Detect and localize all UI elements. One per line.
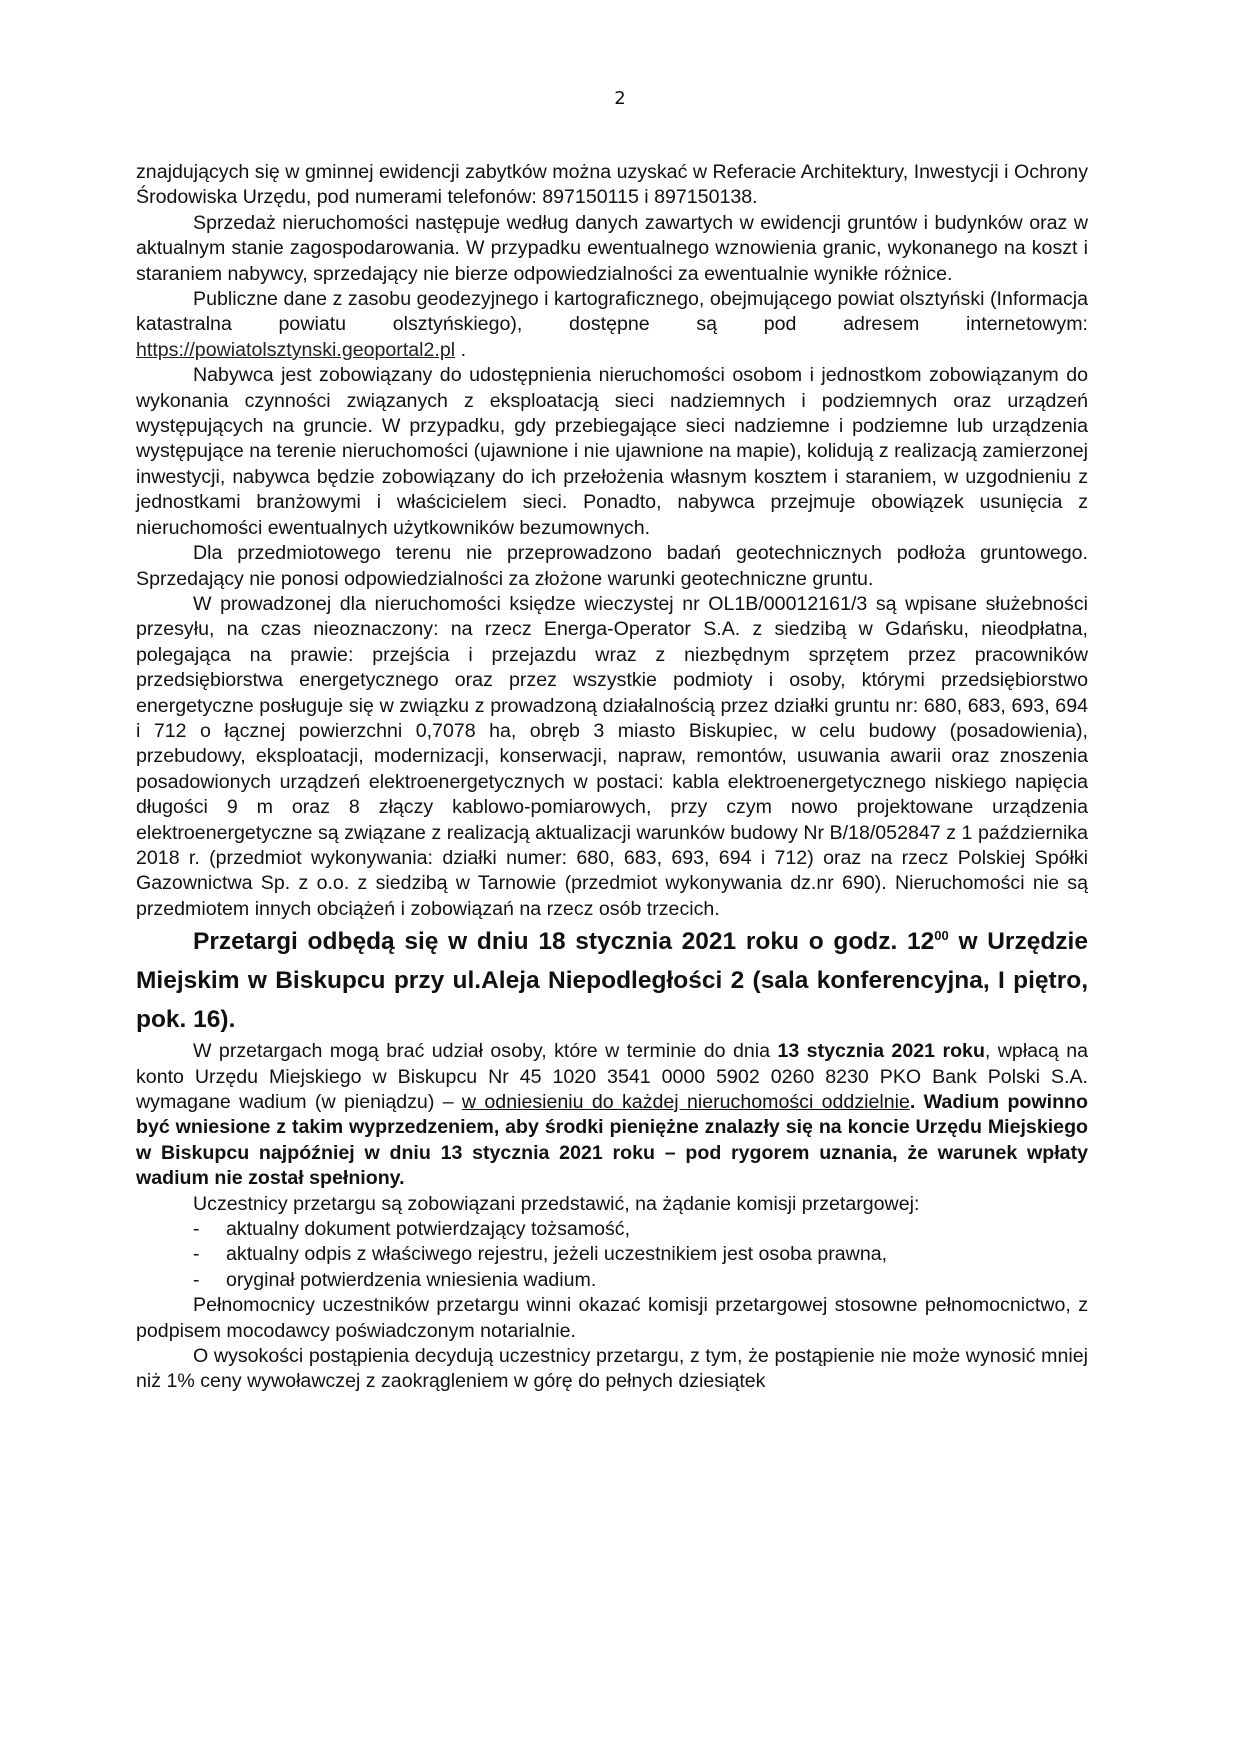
- geoportal-link[interactable]: https://powiatolsztynski.geoportal2.pl: [136, 338, 456, 361]
- paragraph-participants: Uczestnicy przetargu są zobowiązani przedstawić, na żądanie komisji przetargowej:: [193, 1192, 920, 1215]
- geoportal-text-end: .: [455, 338, 467, 361]
- page-number: 2: [614, 88, 626, 109]
- heading-time-sup: 00: [934, 928, 949, 944]
- deposit-account: , wpłacą na konto Urzędu Miejskiego w Biskupcu Nr 45 1020 3541 0000 5902 0260 8230 PKO Bank Polski S.A. wymagane wadium (w pieniądzu) –: [136, 1040, 1088, 1113]
- paragraph-sale-terms: Sprzedaż nieruchomości następuje według danych zawartych w ewidencji gruntów i budynków oraz w aktualnym stanie zagospodarowania. W przypadku ewentualnego wznowienia granic, wykonanego na koszt i staraniem nabywcy, sprzedający nie bierze odpowiedzialności za ewentualnie wynikłe różnice.: [136, 211, 1088, 285]
- heading-part1: Przetargi odbędą się w dniu 18 stycznia 2021 roku o godz. 12: [193, 928, 935, 956]
- paragraph-deposit: [136, 1039, 1088, 1191]
- deposit-intro: W przetargach mogą brać udział osoby, które w terminie do dnia: [193, 1040, 778, 1063]
- paragraph-heritage-info: znajdujących się w gminnej ewidencji zabytków można uzyskać w Referacie Architektury, Inwestycji i Ochrony Środowiska Urzędu, pod numerami telefonów: 897150115 i 897150138.: [136, 161, 1088, 209]
- requirements-list: [136, 1217, 1088, 1293]
- paragraph-geotechnical: Dla przedmiotowego terenu nie przeprowadzono badań geotechnicznych podłoża gruntowego. Sprzedający nie ponosi odpowiedzialności za złożone warunki geotechniczne gruntu.: [136, 542, 1088, 590]
- deposit-each-property: w odniesieniu do każdej nieruchomości oddzielnie: [461, 1091, 910, 1113]
- geoportal-text: Publiczne dane z zasobu geodezyjnego i kartograficznego, obejmującego powiat olsztyński (Informacja katastralna powiatu olsztyńskiego), dostępne są pod adresem internetowym:: [136, 288, 1088, 336]
- paragraph-buyer-obligations: Nabywca jest zobowiązany do udostępnienia nieruchomości osobom i jednostkom zobowiązanym do wykonania czynności związanych z eksploatacją sieci nadziemnych i podziemnych oraz urządzeń występujących na gruncie. W przypadku, gdy przebiegające sieci nadziemne i podziemne lub urządzenia występujące na terenie nieruchomości (ujawnione i nie ujawnione na mapie), kolidują z realizacją zamierzonej inwestycji, nabywca będzie zobowiązany do ich przełożenia własnym kosztem i staraniem, w uzgodnieniu z jednostkami branżowymi i właścicielem sieci. Ponadto, nabywca przejmuje obowiązek usunięcia z nieruchomości ewentualnych użytkowników bezumownych.: [136, 364, 1088, 539]
- list-item: - aktualny odpis z właściwego rejestru, jeżeli uczestnikiem jest osoba prawna,: [193, 1242, 1088, 1267]
- auction-date-heading: [136, 922, 1088, 1039]
- deposit-date: 13 stycznia 2021 roku: [777, 1040, 985, 1063]
- deposit-deadline: . Wadium powinno być wniesione z takim wyprzedzeniem, aby środki pieniężne znalazły się na koncie Urzędu Miejskiego w Biskupcu najpóźniej w dniu 13 stycznia 2021 roku – pod rygorem uznania, że warunek wpłaty wadium nie został spełniony.: [136, 1091, 1088, 1190]
- paragraph-geoportal: [136, 287, 1088, 363]
- paragraph-bid-increment: O wysokości postąpienia decydują uczestnicy przetargu, z tym, że postąpienie nie może wynosić mniej niż 1% ceny wywoławczej z zaokrągleniem w górę do pełnych dziesiątek: [136, 1345, 1088, 1393]
- list-item: - oryginał potwierdzenia wniesienia wadium.: [193, 1268, 1088, 1293]
- paragraph-proxies: Pełnomocnicy uczestników przetargu winni okazać komisji przetargowej stosowne pełnomocnictwo, z podpisem mocodawcy poświadczonym notarialnie.: [136, 1294, 1088, 1342]
- document-body: [136, 160, 1088, 1395]
- heading-part2: w Urzędzie Miejskim w Biskupcu przy ul.Aleja Niepodległości 2 (sala konferencyjna, I piętro, pok. 16).: [136, 928, 1088, 1034]
- paragraph-easements: W prowadzonej dla nieruchomości księdze wieczystej nr OL1B/00012161/3 są wpisane służebności przesyłu, na czas nieoznaczony: na rzecz Energa-Operator S.A. z siedzibą w Gdańsku, nieodpłatna, polegająca na prawie: przejścia i przejazdu wraz z niezbędnym sprzętem przez pracowników przedsiębiorstwa energetycznego oraz przez wszystkie podmioty i osoby, którymi przedsiębiorstwo energetyczne posługuje się w związku z prowadzoną działalnością przez działki gruntu nr: 680, 683, 693, 694 i 712 o łącznej powierzchni 0,7078 ha, obręb 3 miasto Biskupiec, w celu budowy (posadowienia), przebudowy, eksploatacji, modernizacji, konserwacji, napraw, remontów, usuwania awarii oraz znoszenia posadowionych urządzeń elektroenergetycznych w postaci: kabla elektroenergetycznego niskiego napięcia długości 9 m oraz 8 złączy kablowo-pomiarowych, przy czym nowo projektowane urządzenia elektroenergetyczne są związane z realizacją aktualizacji warunków budowy Nr B/18/052847 z 1 października 2018 r. (przedmiot wykonywania: działki numer: 680, 683, 693, 694 i 712) oraz na rzecz Polskiej Spółki Gazownictwa Sp. z o.o. z siedzibą w Tarnowie (przedmiot wykonywania dz.nr 690). Nieruchomości nie są przedmiotem innych obciążeń i zobowiązań na rzecz osób trzecich.: [136, 592, 1088, 920]
- list-item: - aktualny dokument potwierdzający tożsamość,: [193, 1217, 1088, 1242]
